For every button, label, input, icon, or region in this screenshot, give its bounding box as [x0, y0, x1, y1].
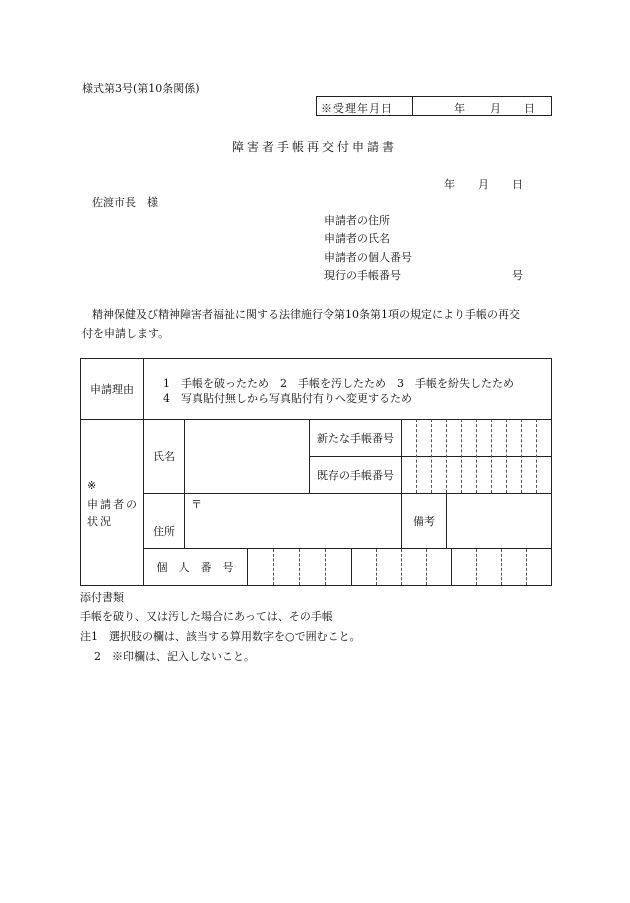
form-number: 様式第3号(第10条関係) [82, 82, 200, 95]
body-text-line2: 付を申請します。 [82, 327, 170, 340]
existing-number-label: 既存の手帳番号 [317, 469, 394, 482]
reason-line2: 4 写真貼付無しから写真貼付有りへ変更するため [163, 392, 412, 405]
reason-label: 申請理由 [90, 383, 134, 396]
reason-line1: 1 手帳を破ったため 2 手帳を汚したため 3 手帳を紛失したため [163, 377, 514, 390]
attachments-heading: 添付書類 [80, 591, 124, 604]
receipt-month: 月 [490, 102, 501, 115]
receipt-year: 年 [454, 102, 465, 115]
note-2: 2 ※印欄は、記入しないこと。 [94, 650, 255, 663]
addressee: 佐渡市長 様 [92, 196, 158, 209]
applicant-address-label: 申請者の住所 [324, 214, 390, 227]
status-label-2: 状況 [87, 515, 113, 528]
remarks-label: 備考 [413, 515, 435, 528]
applicant-personal-number-label: 申請者の個人番号 [324, 251, 412, 264]
body-text-line1: 精神保健及び精神障害者福祉に関する法律施行令第10条第1項の規定により手帳の再交 [92, 308, 520, 321]
receipt-label: ※受理年月日 [321, 102, 393, 115]
new-number-label: 新たな手帳番号 [317, 431, 394, 445]
name-label: 氏名 [153, 450, 175, 463]
number-suffix: 号 [512, 269, 523, 282]
receipt-divider [412, 97, 413, 115]
date-year: 年 [444, 178, 455, 191]
receipt-day: 日 [524, 102, 535, 115]
status-label-1: 申請者の [87, 498, 139, 511]
attachments-item: 手帳を破り、又は汚した場合にあっては、その手帳 [80, 610, 333, 623]
postal-mark: 〒 [191, 498, 202, 511]
receipt-date-box [316, 96, 552, 116]
date-day: 日 [512, 178, 523, 191]
note-1: 注1 選択肢の欄は、該当する算用数字を○で囲むこと。 [80, 630, 361, 643]
address-label: 住所 [153, 525, 175, 538]
personal-number-label: 個 人 番 号 [156, 561, 234, 574]
page-title: 障害者手帳再交付申請書 [232, 140, 398, 154]
status-mark: ※ [87, 479, 97, 492]
current-book-number-label: 現行の手帳番号 [324, 269, 401, 282]
date-month: 月 [478, 178, 489, 191]
application-table [80, 358, 552, 586]
applicant-name-label: 申請者の氏名 [324, 232, 390, 245]
